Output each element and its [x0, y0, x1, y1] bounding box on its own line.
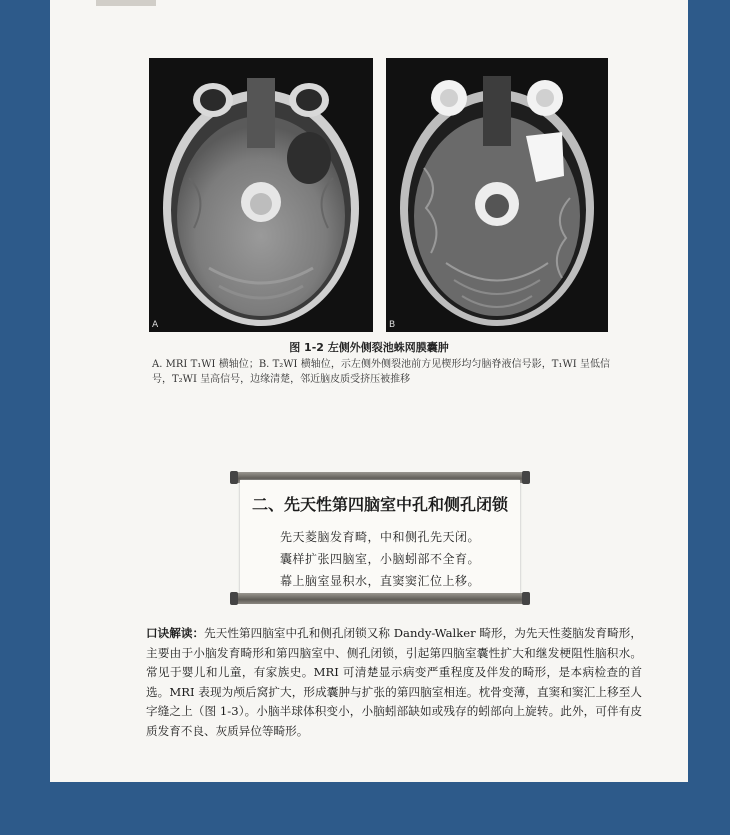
scroll-knob: [230, 471, 238, 484]
scroll-paper: [240, 480, 520, 596]
scroll-knob: [522, 592, 530, 605]
explanation-label: 口诀解读：: [146, 626, 205, 640]
mnemonic-verse-2: 囊样扩张四脑室，小脑蚓部不全育。: [279, 552, 480, 566]
section-heading: 二、先天性第四脑室中孔和侧孔闭锁: [251, 495, 508, 514]
mnemonic-verse-3: 幕上脑室显积水，直窦窦汇位上移。: [279, 574, 480, 588]
explanation-text: 先天性第四脑室中孔和侧孔闭锁又称 Dandy-Walker 畸形，为先天性菱脑发育畸形，主要由于小脑发育畸形和第四脑室中、侧孔闭锁，引起第四脑室囊性扩大和继发梗阻性脑积水。常见于婴儿和儿童，有家族史。MRI 可清楚显示病变严重程度及伴发的畸形，是本病检查的首选。MRI 表现为颅后窝扩大，形成囊肿与扩张的第四脑室相连。枕骨变薄，直窦和窦汇上移至人字缝之上（图 1-3）。小脑半球体积变小，小脑蚓部缺如或残存的蚓部向上旋转。此外，可伴有皮质发育不良、灰质异位等畸形。: [146, 626, 642, 738]
scroll-knob: [522, 471, 530, 484]
mnemonic-explanation: [146, 624, 642, 741]
figure-caption-body: A. MRI T₁WI 横轴位；B. T₂WI 横轴位，示左侧外侧裂池前方见楔形均匀脑脊液信号影，T₁WI 呈低信号，T₂WI 呈高信号，边缘清楚，邻近脑皮质受挤压被推移: [152, 359, 610, 385]
mnemonic-verse-1: 先天菱脑发育畸，中和侧孔先天闭。: [279, 530, 480, 544]
book-page: [50, 0, 688, 782]
scroll-bottom-rod: [232, 593, 528, 604]
figure-caption-title: 图 1-2 左侧外侧裂池蛛网膜囊肿: [289, 341, 449, 354]
mri-a-drawing: [149, 58, 373, 332]
panel-label-b: B: [389, 320, 396, 330]
mri-image-a-t1: [149, 58, 373, 332]
panel-label-a: A: [152, 320, 159, 330]
mri-b-drawing: [386, 58, 608, 332]
mri-image-b-t2: [386, 58, 608, 332]
scroll-knob: [230, 592, 238, 605]
page-top-fragment: [96, 0, 156, 6]
mnemonic-scroll: [232, 472, 528, 604]
